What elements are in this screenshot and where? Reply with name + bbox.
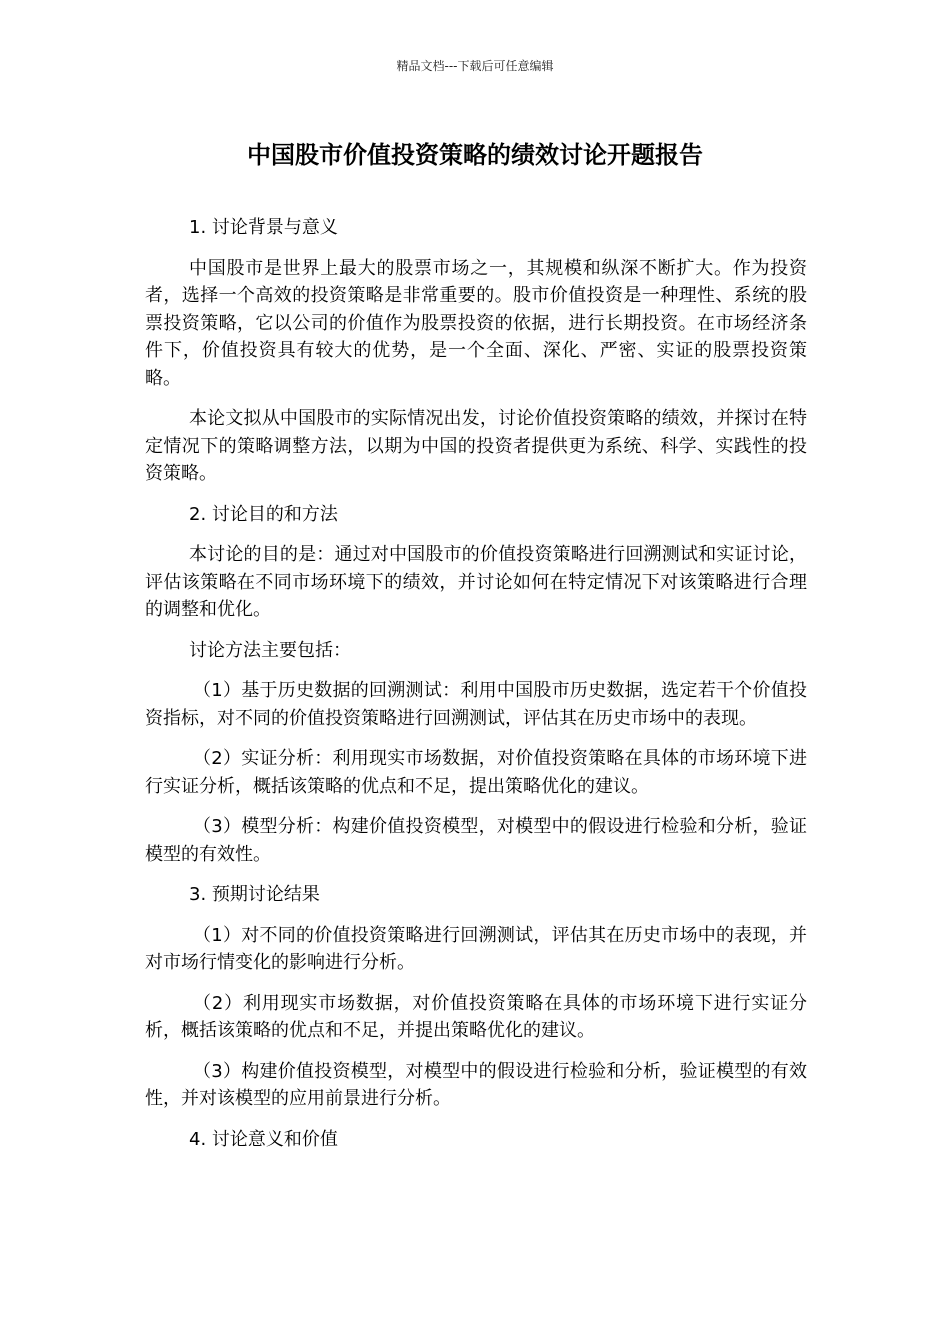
paragraph-purpose: 本讨论的目的是：通过对中国股市的价值投资策略进行回溯测试和实证讨论，评估该策略在不同市场环境下的绩效，并讨论如何在特定情况下对该策略进行合理的调整和优化。 [145, 544, 807, 620]
result-item-empirical: （2）利用现实市场数据，对价值投资策略在具体的市场环境下进行实证分析，概括该策略的优点和不足，并提出策略优化的建议。 [145, 992, 807, 1041]
document-body [145, 214, 807, 1166]
result-item-model: （3）构建价值投资模型，对模型中的假设进行检验和分析，验证模型的有效性，并对该模型的应用前景进行分析。 [145, 1060, 807, 1109]
document-title: 中国股市价值投资策略的绩效讨论开题报告 [247, 141, 703, 169]
section-heading-significance: 4. 讨论意义和价值 [189, 1128, 338, 1150]
method-item-backtest: （1）基于历史数据的回溯测试：利用中国股市历史数据，选定若干个价值投资指标，对不同的价值投资策略进行回溯测试，评估其在历史市场中的表现。 [145, 680, 807, 729]
paragraph-background-1: 中国股市是世界上最大的股票市场之一，其规模和纵深不断扩大。作为投资者，选择一个高效的投资策略是非常重要的。股市价值投资是一种理性、系统的股票投资策略，它以公司的价值作为股票投资的依据，进行长期投资。在市场经济条件下，价值投资具有较大的优势，是一个全面、深化、严密、实证的股票投资策略。 [145, 257, 807, 389]
section-heading-background: 1. 讨论背景与意义 [189, 217, 338, 238]
paragraph-background-2: 本论文拟从中国股市的实际情况出发，讨论价值投资策略的绩效，并探讨在特定情况下的策略调整方法，以期为中国的投资者提供更为系统、科学、实践性的投资策略。 [145, 408, 807, 484]
method-item-empirical: （2）实证分析：利用现实市场数据，对价值投资策略在具体的市场环境下进行实证分析，概括该策略的优点和不足，提出策略优化的建议。 [145, 748, 807, 797]
section-heading-expected-results: 3. 预期讨论结果 [189, 884, 320, 905]
section-heading-purpose-method: 2. 讨论目的和方法 [189, 503, 338, 525]
method-item-model: （3）模型分析：构建价值投资模型，对模型中的假设进行检验和分析，验证模型的有效性。 [145, 816, 807, 865]
paragraph-method-intro: 讨论方法主要包括： [189, 639, 351, 661]
result-item-backtest: （1）对不同的价值投资策略进行回溯测试，评估其在历史市场中的表现，并对市场行情变化的影响进行分析。 [145, 924, 807, 973]
header-note: 精品文档---下载后可任意编辑 [396, 59, 554, 73]
